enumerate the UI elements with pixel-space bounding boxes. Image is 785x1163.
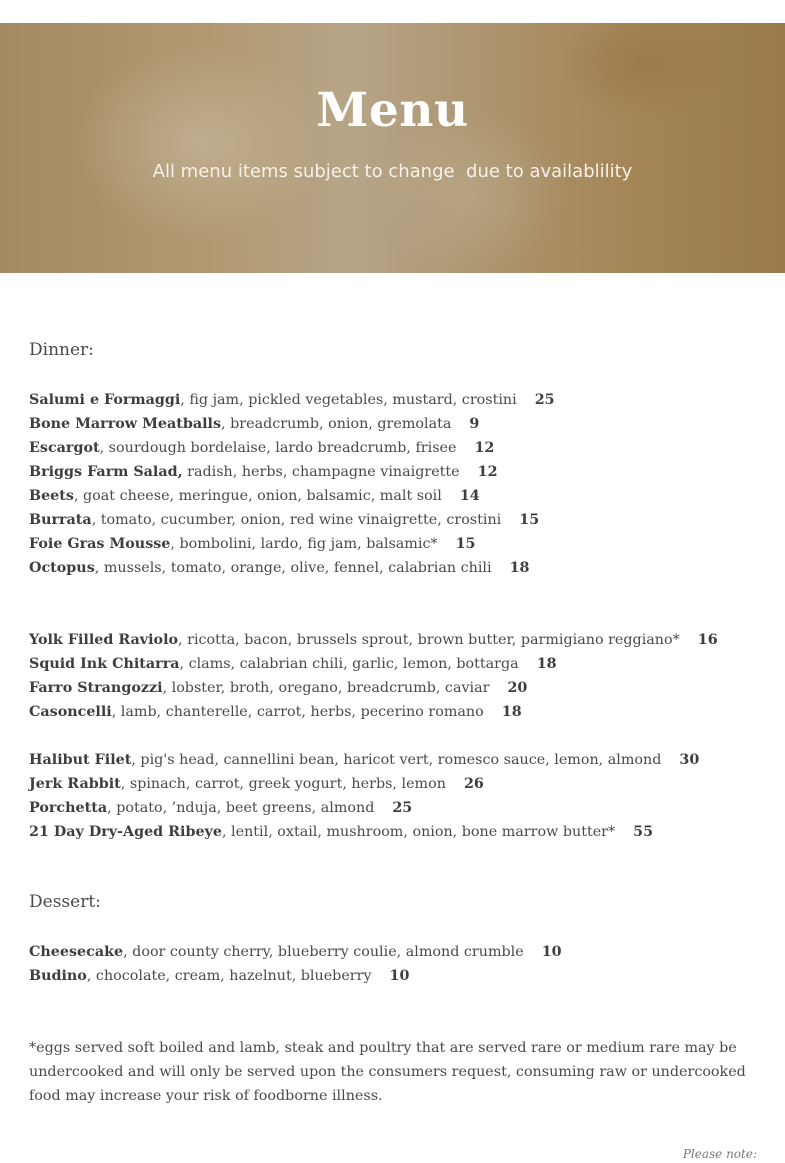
item-description: , bombolini, lardo, fig jam, balsamic* (170, 536, 438, 552)
item-price: 16 (697, 632, 718, 648)
item-name: Cheesecake (29, 944, 124, 960)
item-name: Burrata (29, 512, 92, 528)
menu-item (29, 796, 412, 820)
menu-item (29, 676, 527, 700)
item-name: Salumi e Formaggi (29, 392, 181, 408)
menu-item (29, 820, 653, 844)
item-description: , breadcrumb, onion, gremolata (221, 416, 452, 432)
item-name: Octopus (29, 560, 95, 576)
menu-item (29, 508, 539, 532)
item-price: 10 (541, 944, 562, 960)
item-name: Farro Strangozzi (29, 680, 163, 696)
item-description: , lamb, chanterelle, carrot, herbs, pecerino romano (111, 704, 484, 720)
item-description: , ricotta, bacon, brussels sprout, brown butter, parmigiano reggiano* (178, 632, 680, 648)
item-name: Foie Gras Mousse (29, 536, 171, 552)
item-price: 20 (507, 680, 528, 696)
item-description: , lobster, broth, oregano, breadcrumb, caviar (162, 680, 490, 696)
footnote: *eggs served soft boiled and lamb, steak and poultry that are served rare or medium rare may be undercooked and will only be served upon the consumers request, consuming raw or undercooked food may increase your risk of foodborne illness. (29, 1040, 746, 1104)
menu-item (29, 460, 498, 484)
item-name: Jerk Rabbit (29, 776, 121, 792)
item-description: , lentil, oxtail, mushroom, onion, bone marrow butter* (221, 824, 616, 840)
menu-item (29, 388, 555, 412)
hero-subtitle: All menu items subject to change due to availablility (152, 161, 633, 182)
item-name: Halibut Filet (29, 752, 132, 768)
item-description: , door county cherry, blueberry coulie, almond crumble (123, 944, 524, 960)
item-price: 55 (633, 824, 654, 840)
item-name: Escargot (29, 440, 100, 456)
menu-item (29, 940, 562, 964)
item-name: Yolk Filled Raviolo (29, 632, 179, 648)
item-description: radish, herbs, champagne vinaigrette (182, 464, 460, 480)
item-name: Squid Ink Chitarra (29, 656, 180, 672)
item-price: 12 (477, 464, 498, 480)
item-price: 15 (455, 536, 476, 552)
hero-banner (0, 23, 785, 273)
item-price: 18 (509, 560, 530, 576)
item-price: 25 (534, 392, 555, 408)
item-description: , potato, ’nduja, beet greens, almond (107, 800, 375, 816)
please-note: Please note: (682, 1147, 757, 1161)
item-description: , chocolate, cream, hazelnut, blueberry (86, 968, 372, 984)
item-name: 21 Day Dry-Aged Ribeye (29, 824, 222, 840)
item-description: , clams, calabrian chili, garlic, lemon, bottarga (179, 656, 519, 672)
item-name: Beets (29, 488, 74, 504)
menu-item (29, 436, 494, 460)
item-price: 26 (463, 776, 484, 792)
item-price: 9 (469, 416, 480, 432)
menu-item (29, 700, 522, 724)
item-price: 10 (389, 968, 410, 984)
item-price: 30 (679, 752, 700, 768)
menu-item (29, 556, 529, 580)
item-description: , sourdough bordelaise, lardo breadcrumb, frisee (99, 440, 457, 456)
item-price: 12 (474, 440, 495, 456)
item-price: 18 (501, 704, 522, 720)
menu-item (29, 532, 476, 556)
menu-item (29, 652, 557, 676)
item-description: , fig jam, pickled vegetables, mustard, crostini (180, 392, 517, 408)
item-description: , spinach, carrot, greek yogurt, herbs, lemon (120, 776, 446, 792)
item-name: Porchetta (29, 800, 108, 816)
menu-item (29, 628, 718, 652)
item-name: Bone Marrow Meatballs (29, 416, 222, 432)
item-price: 25 (392, 800, 413, 816)
item-price: 15 (519, 512, 540, 528)
top-bar (0, 0, 785, 23)
menu-item (29, 772, 484, 796)
item-description: , mussels, tomato, orange, olive, fennel, calabrian chili (94, 560, 492, 576)
page-title: Menu (316, 83, 469, 138)
item-price: 18 (536, 656, 557, 672)
dessert-heading: Dessert: (29, 892, 101, 912)
item-name: Budino (29, 968, 87, 984)
dinner-heading: Dinner: (29, 340, 94, 360)
item-price: 14 (459, 488, 480, 504)
menu-item (29, 748, 699, 772)
item-description: , goat cheese, meringue, onion, balsamic, malt soil (73, 488, 442, 504)
item-name: Briggs Farm Salad, (29, 464, 183, 480)
item-name: Casoncelli (29, 704, 112, 720)
item-description: , tomato, cucumber, onion, red wine vinaigrette, crostini (91, 512, 502, 528)
menu-item (29, 484, 480, 508)
menu-item (29, 412, 479, 436)
menu-item (29, 964, 409, 988)
item-description: , pig's head, cannellini bean, haricot vert, romesco sauce, lemon, almond (131, 752, 662, 768)
